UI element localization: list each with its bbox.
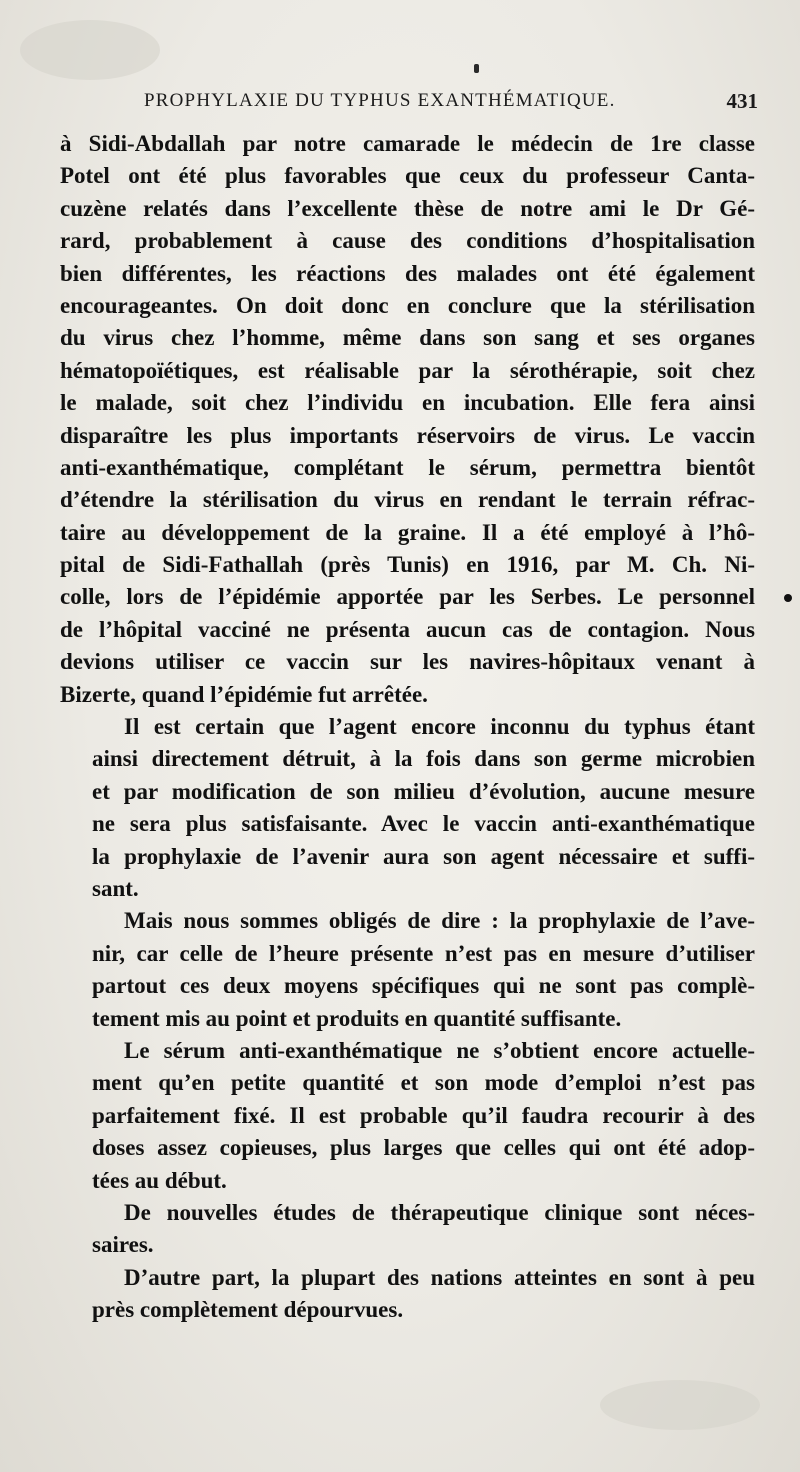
text-line: du virus chez l’homme, même dans son sang et ses organes <box>60 325 755 351</box>
text-line: rard, probablement à cause des conditions d’hospitalisation <box>60 228 755 254</box>
text-line: Il est certain que l’agent encore inconnu du typhus étant <box>124 714 755 740</box>
text-line: nir, car celle de l’heure présente n’est pas en mesure d’utiliser <box>92 940 755 966</box>
text-line: sant. <box>92 875 139 901</box>
text-line: doses assez copieuses, plus larges que celles qui ont été adop- <box>92 1135 755 1161</box>
text-line: la prophylaxie de l’avenir aura son agent nécessaire et suffi- <box>92 843 755 869</box>
text-line: ainsi directement détruit, à la fois dans son germe microbien <box>92 746 755 772</box>
text-line: Le sérum anti-exanthématique ne s’obtient encore actuelle- <box>124 1037 755 1063</box>
text-line: de l’hôpital vacciné ne présenta aucun cas de contagion. Nous <box>60 616 755 642</box>
paragraph <box>60 1035 755 1197</box>
text-line: bien différentes, les réactions des malades ont été également <box>60 260 755 286</box>
text-line: devions utiliser ce vaccin sur les navires-hôpitaux venant à <box>60 649 755 675</box>
margin-mark <box>784 594 792 602</box>
paper-stain <box>600 1380 760 1430</box>
paper-stain <box>20 20 160 80</box>
text-line: colle, lors de l’épidémie apportée par les Serbes. Le personnel <box>60 584 755 610</box>
text-line: tées au début. <box>92 1167 227 1193</box>
paragraph <box>60 905 755 1035</box>
text-line: Potel ont été plus favorables que ceux du professeur Canta- <box>60 163 755 189</box>
text-line: près complètement dépourvues. <box>92 1297 404 1323</box>
text-line: ment qu’en petite quantité et son mode d’emploi n’est pas <box>92 1070 755 1096</box>
text-line: encourageantes. On doit donc en conclure que la stérilisation <box>60 292 755 318</box>
running-title: PROPHYLAXIE DU TYPHUS EXANTHÉMATIQUE. <box>144 90 616 111</box>
text-line: d’étendre la stérilisation du virus en rendant le terrain réfrac- <box>60 487 755 513</box>
text-line: à Sidi-Abdallah par notre camarade le médecin de 1re classe <box>60 131 755 156</box>
text-line: Bizerte, quand l’épidémie fut arrêtée. <box>60 681 428 707</box>
ink-speck <box>474 64 479 73</box>
text-line: parfaitement fixé. Il est probable qu’il faudra recourir à des <box>92 1102 755 1128</box>
body-text <box>60 128 755 1326</box>
text-line: D’autre part, la plupart des nations atteintes en sont à peu <box>124 1264 755 1290</box>
text-line: pital de Sidi-Fathallah (près Tunis) en 1916, par M. Ch. Ni- <box>60 552 755 578</box>
text-line: disparaître les plus importants réservoirs de virus. Le vaccin <box>60 422 755 448</box>
text-line: le malade, soit chez l’individu en incubation. Elle fera ainsi <box>60 390 755 416</box>
text-line: Mais nous sommes obligés de dire : la prophylaxie de l’ave- <box>124 908 755 934</box>
page-number: 431 <box>726 89 758 113</box>
paragraph <box>60 1262 755 1327</box>
text-line: hématopoïétiques, est réalisable par la sérothérapie, soit chez <box>60 357 755 383</box>
text-line: De nouvelles études de thérapeutique clinique sont néces- <box>124 1199 755 1225</box>
text-line: ne sera plus satisfaisante. Avec le vaccin anti-exanthématique <box>92 811 755 837</box>
paragraph <box>60 711 755 905</box>
paragraph <box>60 1197 755 1262</box>
text-line: et par modification de son milieu d’évolution, aucune mesure <box>92 778 755 804</box>
text-line: anti-exanthématique, complétant le sérum, permettra bientôt <box>60 454 755 480</box>
text-line: tement mis au point et produits en quantité suffisante. <box>92 1005 622 1031</box>
text-line: partout ces deux moyens spécifiques qui ne sont pas complè- <box>92 973 755 999</box>
running-header <box>60 86 758 116</box>
paragraph <box>60 128 755 711</box>
text-line: saires. <box>92 1232 154 1258</box>
text-line: cuzène relatés dans l’excellente thèse de notre ami le Dr Gé- <box>60 195 755 221</box>
text-line: taire au développement de la graine. Il a été employé à l’hô- <box>60 519 755 545</box>
